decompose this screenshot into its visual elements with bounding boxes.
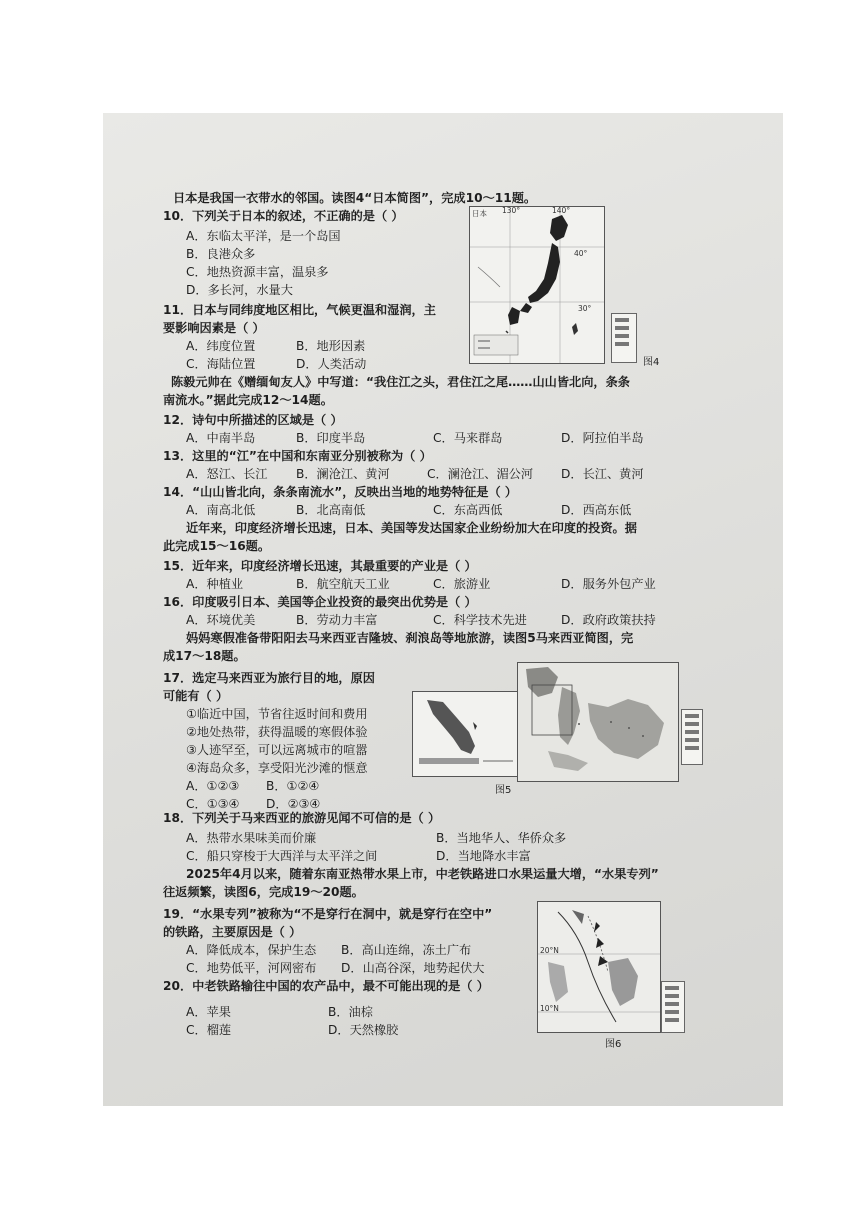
- q11-stem-line2: 要影响因素是（ ）: [163, 321, 265, 335]
- map6-lat-10n: 10°N: [540, 1004, 559, 1013]
- intro-q10-11: 日本是我国一衣带水的邻国。读图4“日本简图”，完成10～11题。: [173, 191, 537, 205]
- q17-option-d: D．②③④: [266, 797, 321, 811]
- q12-option-b: B．印度半岛: [296, 431, 366, 445]
- q17-reason-1: ①临近中国，节省往返时间和费用: [186, 707, 368, 721]
- intro-q17-18-line1: 妈妈寒假准备带阳阳去马来西亚吉隆坡、刹浪岛等地旅游，读图5马来西亚简图，完: [186, 631, 634, 645]
- q13-stem: 13．这里的“江”在中国和东南亚分别被称为（ ）: [163, 449, 432, 463]
- map5-legend: [681, 709, 703, 765]
- q20-option-a: A．苹果: [186, 1005, 231, 1019]
- q11-option-d: D．人类活动: [296, 357, 367, 371]
- map6-caption: 图6: [605, 1039, 622, 1050]
- q14-option-b: B．北高南低: [296, 503, 366, 517]
- q15-option-c: C．旅游业: [433, 577, 491, 591]
- q16-option-b: B．劳动力丰富: [296, 613, 378, 627]
- q16-stem: 16．印度吸引日本、美国等企业投资的最突出优势是（ ）: [163, 595, 477, 609]
- q11-stem-line1: 11．日本与同纬度地区相比，气候更温和湿润，主: [163, 303, 436, 317]
- q14-option-d: D．西高东低: [561, 503, 632, 517]
- map5-caption: 图5: [495, 785, 512, 796]
- q17-option-a: A．①②③: [186, 779, 240, 793]
- q18-option-d: D．当地降水丰富: [436, 849, 531, 863]
- q17-reason-2: ②地处热带，获得温暖的寒假体验: [186, 725, 368, 739]
- q20-stem: 20．中老铁路输往中国的农产品中，最不可能出现的是（ ）: [163, 979, 489, 993]
- q10-option-a: A．东临太平洋，是一个岛国: [186, 229, 341, 243]
- q19-option-c: C．地势低平，河网密布: [186, 961, 317, 975]
- map6-legend: [661, 981, 685, 1033]
- intro-q19-20-line1: 2025年4月以来，随着东南亚热带水果上市，中老铁路进口水果运量大增，“水果专列”: [186, 867, 659, 881]
- q17-option-b: B．①②④: [266, 779, 320, 793]
- q16-option-c: C．科学技术先进: [433, 613, 527, 627]
- q13-option-a: A．怒江、长江: [186, 467, 268, 481]
- q20-option-c: C．榴莲: [186, 1023, 232, 1037]
- china-laos-railway-map: [537, 901, 661, 1033]
- q19-stem-line2: 的铁路，主要原因是（ ）: [163, 925, 302, 939]
- intro-q17-18-line2: 成17～18题。: [163, 649, 246, 663]
- map4-lat1: 40°: [574, 249, 588, 258]
- q20-option-d: D．天然橡胶: [328, 1023, 399, 1037]
- q13-option-c: C．澜沧江、湄公河: [427, 467, 534, 481]
- q18-option-a: A．热带水果味美而价廉: [186, 831, 317, 845]
- q12-option-c: C．马来群岛: [433, 431, 503, 445]
- q18-option-b: B．当地华人、华侨众多: [436, 831, 567, 845]
- map6-lat-20n: 20°N: [540, 946, 559, 955]
- q15-stem: 15．近年来，印度经济增长迅速，其最重要的产业是（ ）: [163, 559, 477, 573]
- q19-option-a: A．降低成本，保护生态: [186, 943, 317, 957]
- q15-option-a: A．种植业: [186, 577, 244, 591]
- malaysia-inset-graphic: [413, 692, 519, 776]
- q10-option-b: B．良港众多: [186, 247, 256, 261]
- q17-stem-line2: 可能有（ ）: [163, 689, 229, 703]
- malaysia-map-graphic: [518, 663, 678, 781]
- q12-option-a: A．中南半岛: [186, 431, 256, 445]
- map4-lon1: 130°: [502, 206, 521, 215]
- q10-option-c: C．地热资源丰富，温泉多: [186, 265, 329, 279]
- q12-option-d: D．阿拉伯半岛: [561, 431, 644, 445]
- q15-option-d: D．服务外包产业: [561, 577, 656, 591]
- q16-option-a: A．环境优美: [186, 613, 256, 627]
- q17-reason-4: ④海岛众多，享受阳光沙滩的惬意: [186, 761, 368, 775]
- japan-map-graphic: [470, 207, 604, 363]
- q12-stem: 12．诗句中所描述的区域是（ ）: [163, 413, 343, 427]
- intro-q15-16-line2: 此完成15～16题。: [163, 539, 271, 553]
- malaysia-inset-map: [412, 691, 520, 777]
- q19-option-d: D．山高谷深，地势起伏大: [341, 961, 485, 975]
- malaysia-map: [517, 662, 679, 782]
- q17-stem-line1: 17．选定马来西亚为旅行目的地，原因: [163, 671, 375, 685]
- intro-q15-16-line1: 近年来，印度经济增长迅速，日本、美国等发达国家企业纷纷加大在印度的投资。据: [186, 521, 637, 535]
- q10-option-d: D．多长河，水量大: [186, 283, 293, 297]
- q10-stem: 10．下列关于日本的叙述，不正确的是（ ）: [163, 209, 404, 223]
- q11-option-a: A．纬度位置: [186, 339, 256, 353]
- q19-stem-line1: 19．“水果专列”被称为“不是穿行在洞中，就是穿行在空中”: [163, 907, 493, 921]
- map4-legend: [611, 313, 637, 363]
- map4-lon2: 140°: [552, 206, 571, 215]
- map4-title: 日本: [472, 209, 487, 218]
- q17-option-c: C．①③④: [186, 797, 240, 811]
- exam-page: [103, 113, 783, 1106]
- map4-lat2: 30°: [578, 304, 592, 313]
- q15-option-b: B．航空航天工业: [296, 577, 390, 591]
- q11-option-b: B．地形因素: [296, 339, 366, 353]
- q11-option-c: C．海陆位置: [186, 357, 256, 371]
- q18-stem: 18．下列关于马来西亚的旅游见闻不可信的是（ ）: [163, 811, 441, 825]
- q17-reason-3: ③人迹罕至，可以远离城市的喧嚣: [186, 743, 368, 757]
- q13-option-b: B．澜沧江、黄河: [296, 467, 390, 481]
- intro-q19-20-line2: 往返频繁，读图6，完成19～20题。: [163, 885, 364, 899]
- q16-option-d: D．政府政策扶持: [561, 613, 656, 627]
- intro-q12-14-line1: 陈毅元帅在《赠缅甸友人》中写道：“我住江之头，君住江之尾……山山皆北向，条条: [171, 375, 630, 389]
- japan-map: [469, 206, 605, 364]
- q14-option-a: A．南高北低: [186, 503, 256, 517]
- q20-option-b: B．油棕: [328, 1005, 373, 1019]
- q14-stem: 14．“山山皆北向，条条南流水”，反映出当地的地势特征是（ ）: [163, 485, 518, 499]
- intro-q12-14-line2: 南流水。”据此完成12～14题。: [163, 393, 333, 407]
- q14-option-c: C．东高西低: [433, 503, 503, 517]
- q13-option-d: D．长江、黄河: [561, 467, 644, 481]
- map4-caption: 图4: [643, 357, 660, 368]
- q19-option-b: B．高山连绵，冻土广布: [341, 943, 472, 957]
- q18-option-c: C．船只穿梭于大西洋与太平洋之间: [186, 849, 378, 863]
